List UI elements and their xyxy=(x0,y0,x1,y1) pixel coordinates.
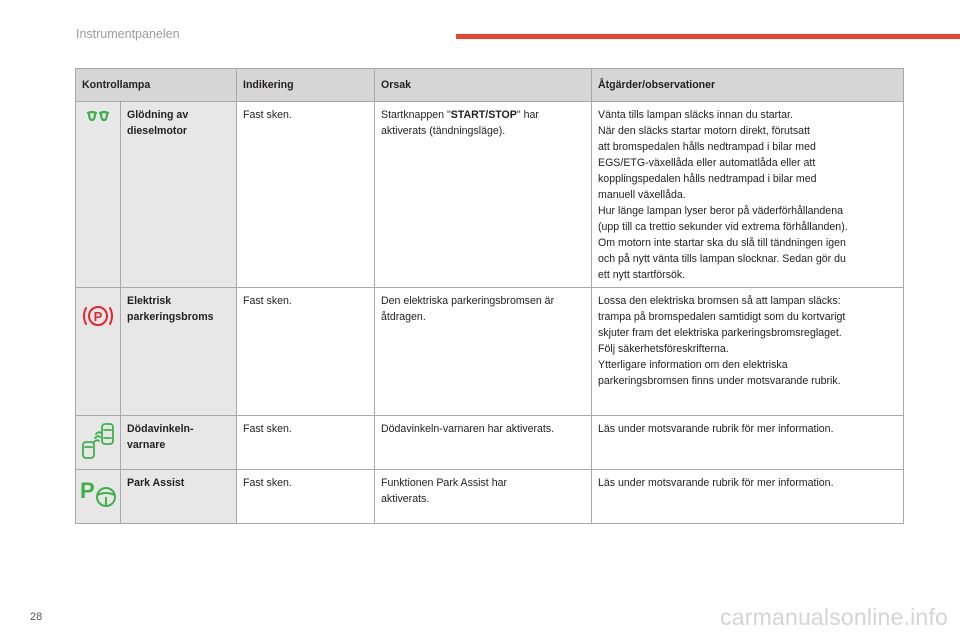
col-header-indication: Indikering xyxy=(237,69,375,102)
lamp-icon-cell xyxy=(76,102,121,288)
lamp-cause: Dödavinkeln-varnaren har aktiverats. xyxy=(375,416,592,470)
table-row xyxy=(76,470,904,524)
lamp-action: Lossa den elektriska bromsen så att lampan släcks: trampa på bromspedalen samtidigt som du kortvarigt skjuter fram det elektriska parkeringsbromsreglaget. Följ säkerhetsföreskrifterna. Ytterligare information om den elektriska parkeringsbromsen finns under motsvarande rubrik. xyxy=(592,288,904,416)
table-row xyxy=(76,102,904,288)
cause-text: " har aktiverats (tändningsläge). xyxy=(381,109,539,137)
lamp-name: Park Assist xyxy=(121,470,237,524)
lamp-indication: Fast sken. xyxy=(237,102,375,288)
table-row xyxy=(76,288,904,416)
lamp-indication: Fast sken. xyxy=(237,470,375,524)
warning-lamp-table xyxy=(75,68,904,524)
lamp-action: Läs under motsvarande rubrik för mer information. xyxy=(592,416,904,470)
section-title: Instrumentpanelen xyxy=(76,27,180,41)
col-header-lamp: Kontrollampa xyxy=(76,69,237,102)
header-accent-bar xyxy=(456,34,960,39)
watermark: carmanualsonline.info xyxy=(720,604,948,630)
page-number: 28 xyxy=(30,611,43,623)
lamp-icon-cell xyxy=(76,470,121,524)
glow-plug-icon xyxy=(76,110,120,126)
lamp-name: Glödning av dieselmotor xyxy=(121,102,237,288)
svg-text:P: P xyxy=(80,478,95,503)
table-header-row xyxy=(76,69,904,102)
col-header-cause: Orsak xyxy=(375,69,592,102)
lamp-cause xyxy=(375,102,592,288)
lamp-name: Dödavinkeln- varnare xyxy=(121,416,237,470)
lamp-cause: Den elektriska parkeringsbromsen är åtdragen. xyxy=(375,288,592,416)
cause-text: Startknappen " xyxy=(381,109,451,121)
lamp-indication: Fast sken. xyxy=(237,416,375,470)
blind-spot-icon xyxy=(76,422,120,460)
svg-text:P: P xyxy=(93,309,103,324)
lamp-name: Elektrisk parkeringsbroms xyxy=(121,288,237,416)
start-stop-label: START/STOP xyxy=(450,109,517,121)
parking-brake-icon xyxy=(76,302,120,330)
lamp-icon-cell xyxy=(76,288,121,416)
park-assist-icon xyxy=(76,478,120,508)
col-header-action: Åtgärder/observationer xyxy=(592,69,904,102)
lamp-action: Läs under motsvarande rubrik för mer information. xyxy=(592,470,904,524)
table-row xyxy=(76,416,904,470)
lamp-indication: Fast sken. xyxy=(237,288,375,416)
lamp-icon-cell xyxy=(76,416,121,470)
lamp-cause: Funktionen Park Assist har aktiverats. xyxy=(375,470,592,524)
lamp-action: Vänta tills lampan släcks innan du startar. När den släcks startar motorn direkt, förutsatt att bromspedalen hålls nedtrampad i bilar med EGS/ETG-växellåda eller automatlåda eller att kopplingspedalen hålls nedtrampad i bilar med manuell växellåda. Hur länge lampan lyser beror på väderförhållandena (upp till ca trettio sekunder vid extrema förhållanden). Om motorn inte startar ska du slå till tändningen igen och på nytt vänta tills lampan slocknar. Sedan gör du ett nytt startförsök. xyxy=(592,102,904,288)
